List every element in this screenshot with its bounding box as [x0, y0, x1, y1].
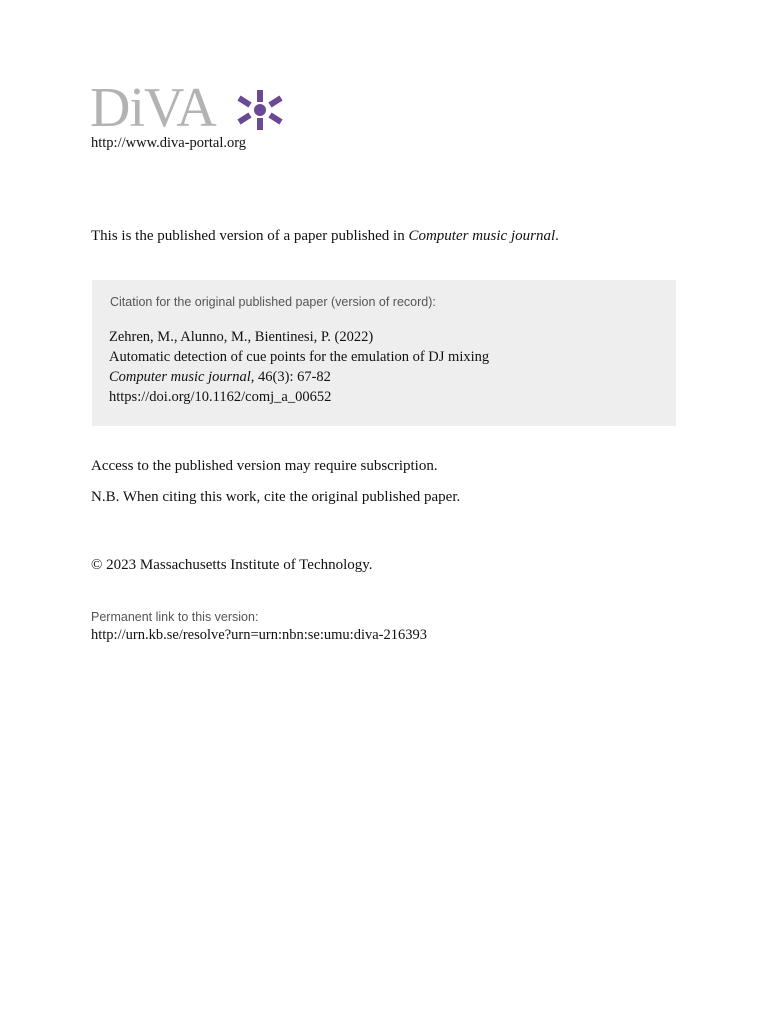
citation-journal: Computer music journal — [109, 369, 251, 385]
citation-source — [109, 369, 331, 386]
copyright-notice: © 2023 Massachusetts Institute of Technology. — [91, 557, 373, 573]
access-note: Access to the published version may require subscription. — [91, 458, 438, 474]
portal-url-link[interactable]: http://www.diva-portal.org — [91, 135, 247, 151]
citation-volume-pages: , 46(3): 67-82 — [250, 369, 331, 385]
permanent-link-label: Permanent link to this version: — [91, 610, 259, 624]
citation-doi-link[interactable]: https://doi.org/10.1162/comj_a_00652 — [109, 389, 332, 405]
citation-label: Citation for the original published paper (version of record): — [110, 295, 436, 309]
citation-title: Automatic detection of cue points for the emulation of DJ mixing — [109, 349, 490, 365]
intro-prefix: This is the published version of a paper published in — [91, 228, 409, 244]
intro-suffix: . — [555, 228, 559, 244]
citation-box — [92, 280, 676, 426]
citation-authors: Zehren, M., Alunno, M., Bientinesi, P. (2022) — [109, 329, 374, 345]
logo-wordmark: DiVA — [90, 77, 216, 139]
intro-statement — [91, 228, 559, 245]
nb-note: N.B. When citing this work, cite the original published paper. — [91, 489, 461, 505]
diva-logo — [90, 77, 290, 139]
intro-journal: Computer music journal — [408, 228, 556, 244]
star-icon — [234, 88, 286, 132]
permanent-link-url[interactable]: http://urn.kb.se/resolve?urn=urn:nbn:se:umu:diva-216393 — [91, 627, 427, 643]
